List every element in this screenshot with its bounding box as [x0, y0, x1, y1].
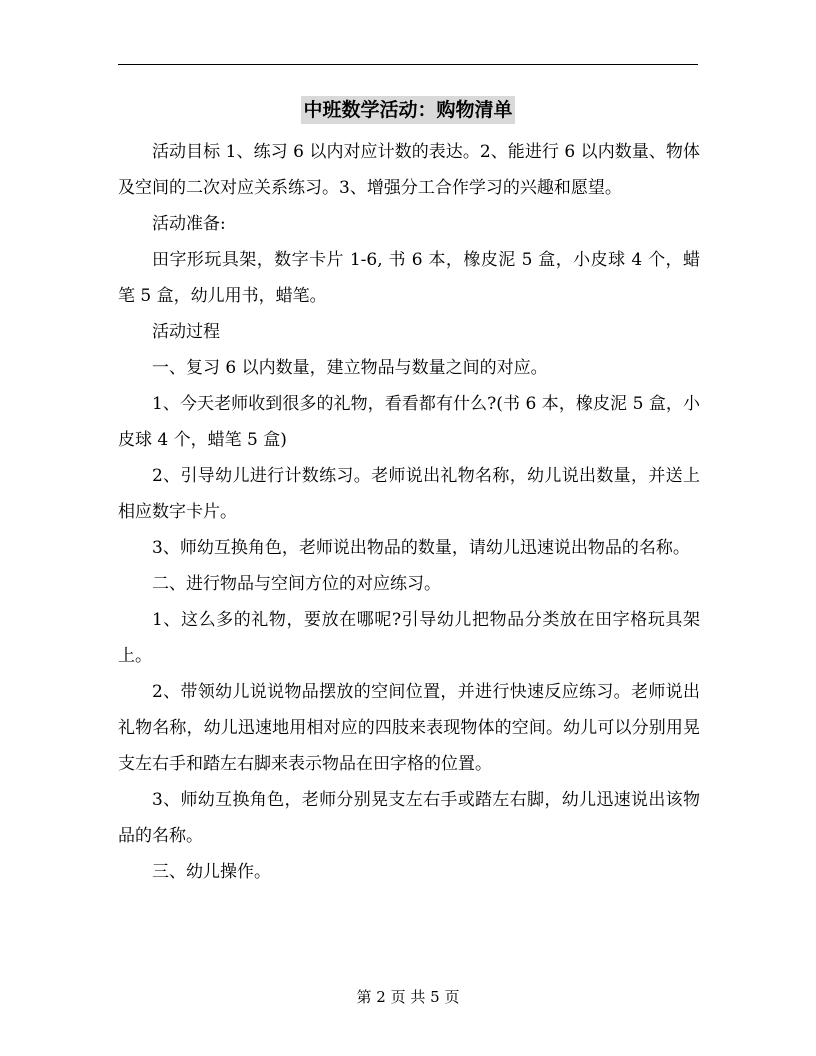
title-container [0, 96, 816, 124]
paragraph-step-1-1: 1、今天老师收到很多的礼物，看看都有什么?(书 6 本，橡皮泥 5 盒，小皮球 4 个，蜡笔 5 盒) [118, 394, 700, 450]
document-body [118, 134, 700, 890]
paragraph-step-1-3: 3、师幼互换角色，老师说出物品的数量，请幼儿迅速说出物品的名称。 [152, 538, 690, 558]
paragraph-section-three: 三、幼儿操作。 [152, 862, 271, 882]
paragraph-step-1-2: 2、引导幼儿进行计数练习。老师说出礼物名称，幼儿说出数量，并送上相应数字卡片。 [118, 466, 700, 522]
paragraph-step-2-2: 2、带领幼儿说说物品摆放的空间位置，并进行快速反应练习。老师说出礼物名称，幼儿迅速地用相对应的四肢来表现物体的空间。幼儿可以分别用晃支左右手和踏左右脚来表示物品在田字格的位置。 [118, 682, 700, 774]
paragraph-step-2-3: 3、师幼互换角色，老师分别晃支左右手或踏左右脚，幼儿迅速说出该物品的名称。 [118, 790, 700, 846]
paragraph-materials: 田字形玩具架，数字卡片 1-6, 书 6 本，橡皮泥 5 盒，小皮球 4 个，蜡笔 5 盒，幼儿用书，蜡笔。 [118, 250, 700, 306]
paragraph-process-heading: 活动过程 [152, 322, 220, 342]
paragraph-section-two: 二、进行物品与空间方位的对应练习。 [152, 574, 441, 594]
page-number: 第 2 页 共 5 页 [356, 988, 460, 1006]
paragraph-section-one: 一、复习 6 以内数量，建立物品与数量之间的对应。 [152, 358, 548, 378]
document-title: 中班数学活动：购物清单 [301, 96, 514, 124]
paragraph-preparation-heading: 活动准备: [152, 214, 226, 234]
paragraph-step-2-1: 1、这么多的礼物，要放在哪呢?引导幼儿把物品分类放在田字格玩具架上。 [118, 610, 700, 666]
header-rule [118, 64, 698, 65]
paragraph-objectives: 活动目标 1、练习 6 以内对应计数的表达。2、能进行 6 以内数量、物体及空间的二次对应关系练习。3、增强分工合作学习的兴趣和愿望。 [118, 142, 700, 198]
